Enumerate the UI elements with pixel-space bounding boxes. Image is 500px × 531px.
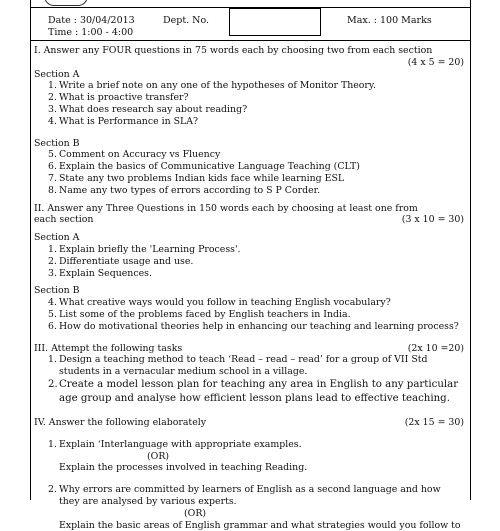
question-item: [34, 378, 464, 407]
part-1-section-a-label: Section A: [34, 69, 464, 81]
question-text: Design a teaching method to teach ‘Read – read – read’ for a group of VII Std students in a vernacular medium school in a village.: [59, 354, 464, 378]
question-text: Comment on Accuracy vs Fluency: [59, 149, 464, 161]
part-1-section-b-list: [34, 149, 464, 196]
part-2: [34, 203, 464, 333]
question-text: Explain Sequences.: [59, 268, 464, 280]
question-number: 3.: [48, 268, 59, 280]
question-item: [34, 92, 464, 104]
header-top-rule: [30, 7, 470, 8]
part-2-title-cont: each section: [34, 214, 93, 226]
max-marks: Max. : 100 Marks: [347, 15, 432, 26]
question-number: 2.: [48, 256, 59, 268]
question-text: What creative ways would you follow in teaching English vocabulary?: [59, 297, 464, 309]
part-2-title: II. Answer any Three Questions in 150 words each by choosing at least one from: [34, 203, 464, 215]
question-item: [34, 104, 464, 116]
exam-date: Date : 30/04/2013: [48, 15, 135, 26]
question-text: What is Performance in SLA?: [59, 116, 464, 128]
question-number: 1.: [48, 80, 59, 92]
question-alt-text: Explain the processes involved in teaching Reading.: [34, 462, 464, 474]
question-number: 6.: [48, 321, 59, 333]
question-text: Create a model lesson plan for teaching any area in English to any particular age group and analyse how efficient lesson plans lead to effective teaching.: [59, 378, 464, 407]
question-item: [34, 80, 464, 92]
question-number: 4.: [48, 116, 59, 128]
part-2-section-b-label: Section B: [34, 285, 464, 297]
question-number: 2.: [48, 92, 59, 104]
question-number: 2.: [48, 484, 59, 508]
college-logo: [44, 0, 88, 6]
part-1-marks: (4 x 5 = 20): [34, 57, 464, 69]
question-item: [34, 321, 464, 333]
question-number: 5.: [48, 309, 59, 321]
question-number: 6.: [48, 161, 59, 173]
question-item: [34, 149, 464, 161]
question-text: What does research say about reading?: [59, 104, 464, 116]
question-number: 3.: [48, 104, 59, 116]
question-item: [34, 116, 464, 128]
part-2-section-a-label: Section A: [34, 232, 464, 244]
question-item: [34, 161, 464, 173]
question-number: 7.: [48, 173, 59, 185]
question-text: State any two problems Indian kids face while learning ESL: [59, 173, 464, 185]
question-item: [34, 297, 464, 309]
part-3: [34, 343, 464, 407]
question-item: [34, 268, 464, 280]
exam-time: Time : 1:00 - 4:00: [48, 27, 133, 38]
part-2-section-a-list: [34, 244, 464, 279]
or-separator: (OR): [34, 508, 464, 520]
part-1-title: I. Answer any FOUR questions in 75 words each by choosing two from each section: [34, 45, 464, 57]
question-text: Write a brief note on any one of the hypotheses of Monitor Theory.: [59, 80, 464, 92]
question-text: Explain the basics of Communicative Language Teaching (CLT): [59, 161, 464, 173]
question-item: [34, 439, 464, 451]
question-number: 4.: [48, 297, 59, 309]
part-4: [34, 417, 464, 531]
question-item: [34, 256, 464, 268]
part-3-marks: (2x 10 =20): [408, 343, 464, 355]
part-2-section-b-list: [34, 297, 464, 332]
question-item: [34, 354, 464, 378]
exam-body: [34, 45, 464, 531]
dept-no-label: Dept. No.: [163, 15, 209, 26]
part-1-section-a-list: [34, 80, 464, 127]
question-text: Explain briefly the 'Learning Process'.: [59, 244, 464, 256]
question-item: [34, 309, 464, 321]
part-4-title: IV. Answer the following elaborately: [34, 417, 206, 429]
question-item: [34, 244, 464, 256]
question-item: [34, 185, 464, 197]
question-text: List some of the problems faced by English teachers in India.: [59, 309, 464, 321]
part-3-title: III. Attempt the following tasks: [34, 343, 182, 355]
question-item: [34, 173, 464, 185]
question-alt-text: Explain the basic areas of English grammar and what strategies would you follow to: [34, 520, 464, 531]
question-text: How do motivational theories help in enhancing our teaching and learning process?: [59, 321, 464, 333]
part-1: [34, 45, 464, 197]
part-3-list: [34, 354, 464, 407]
question-number: 1.: [48, 244, 59, 256]
question-text: Explain ‘Interlanguage with appropriate examples.: [59, 439, 464, 451]
left-border: [30, 0, 31, 500]
right-border: [470, 0, 471, 500]
question-number: 1.: [48, 439, 59, 451]
dept-no-box: [229, 8, 321, 36]
question-number: 2.: [48, 378, 59, 407]
part-2-marks: (3 x 10 = 30): [402, 214, 464, 226]
question-item: [34, 484, 464, 508]
or-separator: (OR): [34, 451, 464, 463]
question-number: 5.: [48, 149, 59, 161]
question-text: Why errors are committed by learners of English as a second language and how they are analysed by various experts.: [59, 484, 464, 508]
question-number: 1.: [48, 354, 59, 378]
question-text: What is proactive transfer?: [59, 92, 464, 104]
part-4-marks: (2x 15 = 30): [405, 417, 464, 429]
header-bottom-rule: [30, 40, 470, 41]
question-number: 8.: [48, 185, 59, 197]
part-4-list: [34, 439, 464, 451]
part-1-section-b-label: Section B: [34, 138, 464, 150]
question-text: Differentiate usage and use.: [59, 256, 464, 268]
question-text: Name any two types of errors according to S P Corder.: [59, 185, 464, 197]
